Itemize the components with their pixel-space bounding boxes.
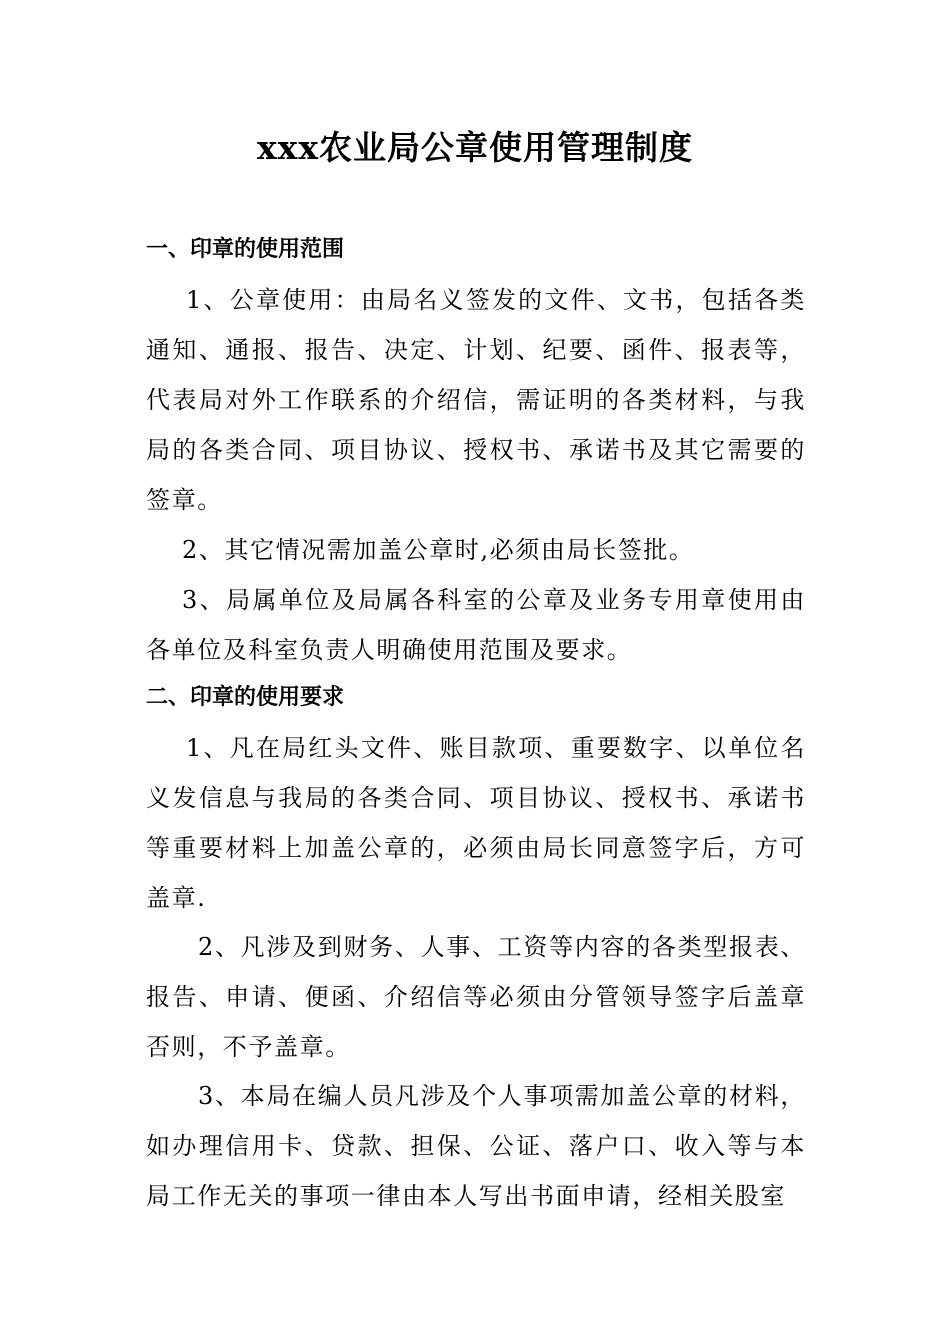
paragraph-requirements-3: 3、本局在编人员凡涉及个人事项需加盖公章的材料，如办理信用卡、贷款、担保、公证、落户口、收入等与本局工作无关的事项一律由本人写出书面申请，经相关股室 [146,1082,806,1210]
document-title: xxx农业局公章使用管理制度 [256,128,694,167]
paragraph-scope-3: 3、局属单位及局属各科室的公章及业务专用章使用由各单位及科室负责人明确使用范围及要求。 [146,586,806,664]
paragraph-requirements-2: 2、凡涉及到财务、人事、工资等内容的各类型报表、报告、申请、便函、介绍信等必须由分管领导签字后盖章否则，不予盖章。 [146,933,806,1061]
section-heading-scope: 一、印章的使用范围 [146,237,345,262]
paragraph-requirements-1: 1、凡在局红头文件、账目款项、重要数字、以单位名义发信息与我局的各类合同、项目协议、授权书、承诺书等重要材料上加盖公章的，必须由局长同意签字后，方可盖章. [146,734,806,912]
paragraph-scope-2: 2、其它情况需加盖公章时,必须由局长签批。 [182,536,695,564]
paragraph-scope-1: 1、公章使用：由局名义签发的文件、文书，包括各类通知、通报、报告、决定、计划、纪要、函件、报表等，代表局对外工作联系的介绍信，需证明的各类材料，与我局的各类合同、项目协议、授权书、承诺书及其它需要的签章。 [146,286,806,514]
section-heading-requirements: 二、印章的使用要求 [146,685,345,710]
